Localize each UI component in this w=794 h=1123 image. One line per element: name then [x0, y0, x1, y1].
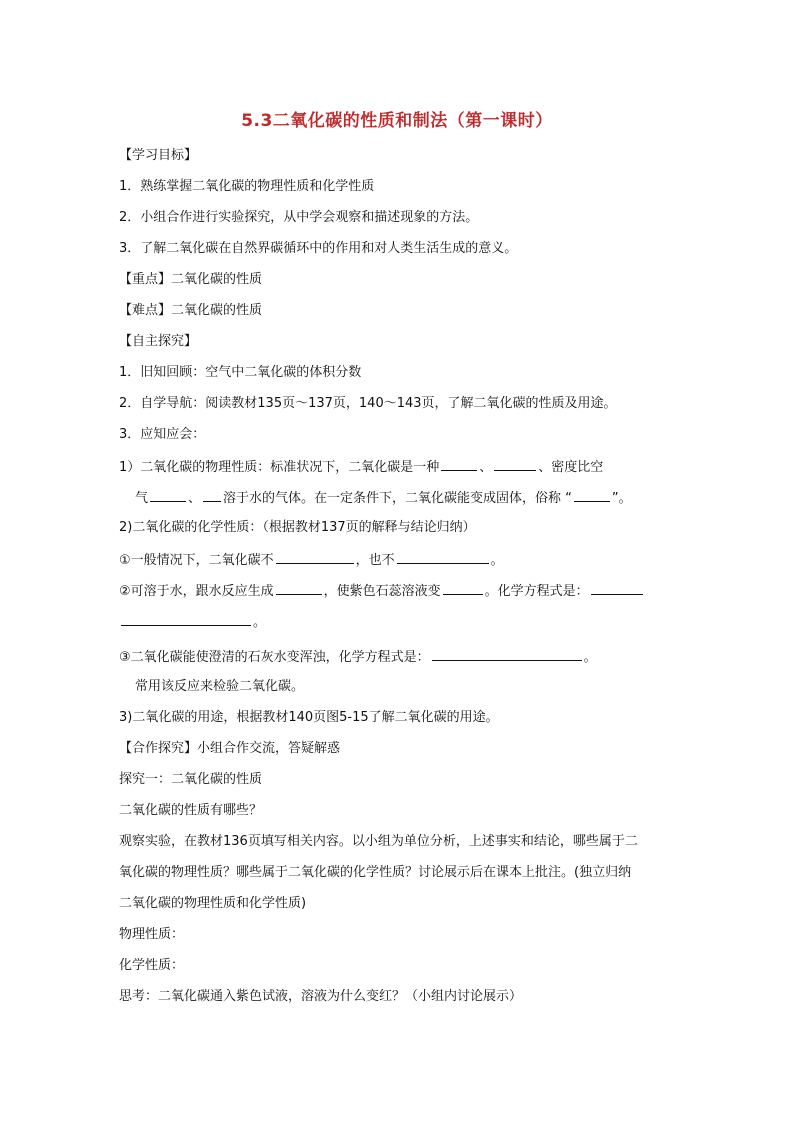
text: 、 — [188, 491, 202, 506]
self-study-3: 3．应知应会： — [119, 427, 206, 442]
text: 。 — [583, 650, 597, 665]
page-title: 5.3二氧化碳的性质和制法（第一课时） — [241, 111, 553, 131]
text: ，也不 — [355, 553, 395, 568]
text: 。化学方程式是： — [484, 584, 589, 599]
text: 。 — [490, 553, 504, 568]
uses: 3)二氧化碳的用途，根据教材140页图5-15了解二氧化碳的用途。 — [119, 710, 499, 725]
section-cooperative-study: 【合作探究】小组合作交流，答疑解惑 — [119, 741, 341, 756]
text: 溶于水的气体。在一定条件下，二氧化碳能变成固体，俗称 “ — [223, 491, 572, 506]
question: 二氧化碳的性质有哪些？ — [119, 803, 263, 818]
self-study-2: 2．自学导航：阅读教材135页～137页，140～143页，了解二氧化碳的性质及用途。 — [119, 396, 617, 411]
blank — [591, 580, 643, 595]
paragraph-line-1: 观察实验，在教材136页填写相关内容。以小组为单位分析，上述事实和结论，哪些属于二 — [119, 834, 638, 849]
text: 。 — [253, 615, 267, 630]
blank — [494, 456, 536, 471]
chemical-property-2 — [119, 580, 645, 602]
chemical-property-1 — [119, 549, 504, 571]
blank — [574, 487, 610, 502]
goal-3: 3．了解二氧化碳在自然界碳循环中的作用和对人类生活生成的意义。 — [119, 241, 518, 256]
blank — [432, 646, 582, 661]
blank — [276, 580, 322, 595]
physical-properties-line-2 — [135, 487, 632, 509]
goal-1: 1．熟练掌握二氧化碳的物理性质和化学性质 — [119, 179, 375, 194]
think-question: 思考：二氧化碳通入紫色试液，溶液为什么变红？（小组内讨论展示） — [119, 989, 523, 1004]
difficulty: 【难点】二氧化碳的性质 — [119, 303, 263, 318]
text: 1）二氧化碳的物理性质：标准状况下，二氧化碳是一种 — [119, 460, 440, 475]
blank — [276, 549, 354, 564]
text: ”。 — [611, 491, 632, 506]
blank — [441, 456, 477, 471]
blank — [121, 611, 251, 626]
text: 、密度比空 — [538, 460, 604, 475]
text: ②可溶于水，跟水反应生成 — [119, 584, 274, 599]
blank — [203, 487, 221, 502]
paragraph-line-3: 二氧化碳的物理性质和化学性质) — [119, 896, 307, 911]
blank — [150, 487, 186, 502]
physical-properties-label: 物理性质： — [119, 927, 185, 942]
physical-properties-line-1 — [119, 456, 603, 478]
section-learning-goals: 【学习目标】 — [119, 148, 198, 163]
chemical-property-3 — [119, 646, 597, 668]
self-study-1: 1．旧知回顾：空气中二氧化碳的体积分数 — [119, 365, 362, 380]
section-self-study: 【自主探究】 — [119, 334, 198, 349]
paragraph-line-2: 氧化碳的物理性质？哪些属于二氧化碳的化学性质？讨论展示后在课本上批注。(独立归纳 — [119, 865, 632, 880]
key-point: 【重点】二氧化碳的性质 — [119, 272, 263, 287]
blank — [397, 549, 489, 564]
chemical-properties-intro: 2)二氧化碳的化学性质：（根据教材137页的解释与结论归纳） — [119, 520, 476, 535]
explore-1: 探究一：二氧化碳的性质 — [119, 772, 263, 787]
text: ③二氧化碳能使澄清的石灰水变浑浊，化学方程式是： — [119, 650, 430, 665]
goal-2: 2．小组合作进行实验探究，从中学会观察和描述现象的方法。 — [119, 210, 479, 225]
chemical-property-2-cont — [119, 611, 266, 633]
text: 气 — [135, 491, 149, 506]
text: 、 — [479, 460, 493, 475]
text: ，使紫色石蕊溶液变 — [323, 584, 441, 599]
chemical-properties-label: 化学性质： — [119, 958, 185, 973]
chemical-property-3-note: 常用该反应来检验二氧化碳。 — [135, 679, 305, 694]
text: ①一般情况下，二氧化碳不 — [119, 553, 274, 568]
blank — [443, 580, 483, 595]
